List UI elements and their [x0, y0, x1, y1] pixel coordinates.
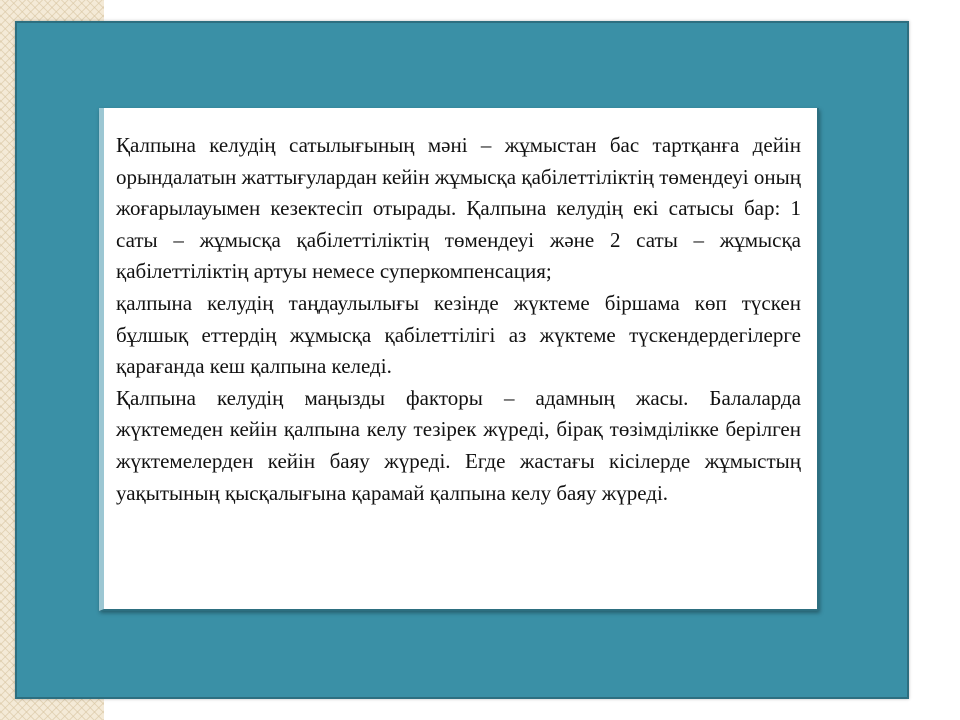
paragraph-recovery-selectivity: қалпына келудің таңдаулылығы кезінде жүктеме біршама көп түскен бұлшық еттердің жұмысқа қабілеттілігі аз жүктеме түскендердегілерге қарағанда кеш қалпына келеді. — [116, 290, 801, 379]
text-content-box — [99, 108, 819, 611]
paragraph-recovery-stages: Қалпына келудің сатылығының мәні – жұмыстан бас тартқанға дейін орындалатын жаттығулардан кейін жұмысқа қабілеттіліктің төмендеуі оның жоғарылауымен кезектесіп отырады. Қалпына келудің екі сатысы бар: 1 саты – жұмысқа қабілеттіліктің төмендеуі және 2 саты – жұмысқа қабілеттіліктің артуы немесе суперкомпенсация; — [116, 133, 801, 284]
paragraph-recovery-age-factor: Қалпына келудің маңызды факторы – адамның жасы. Балаларда жүктемеден кейін қалпына келу тезірек жүреді, бірақ төзімділікке берілген жүктемелерден кейін баяу жүреді. Егде жастағы кісілерде жұмыстың уақытының қысқалығына қарамай қалпына келу баяу жүреді. — [116, 385, 801, 505]
